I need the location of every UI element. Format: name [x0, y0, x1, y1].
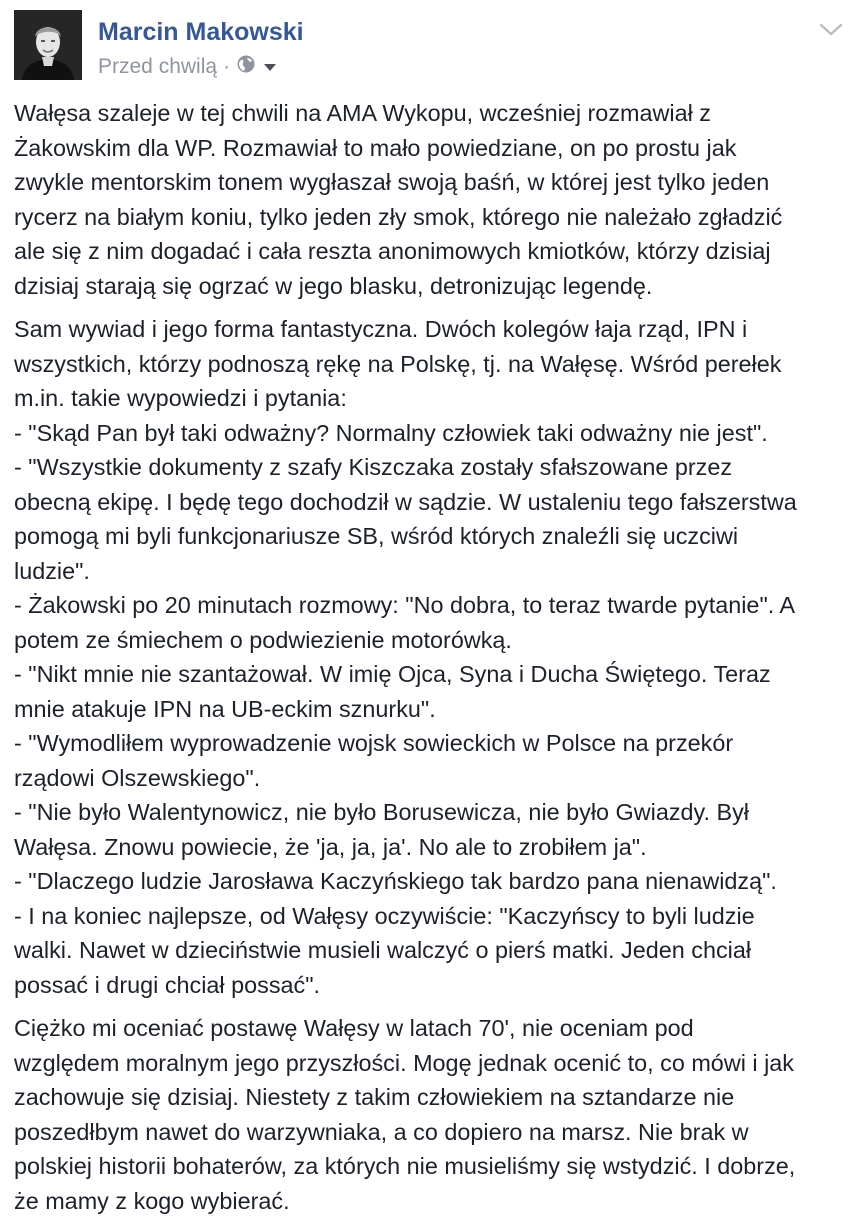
text-line: - "Skąd Pan był taki odważny? Normalny człowiek taki odważny nie jest".: [14, 416, 846, 451]
text-line: - "Nikt mnie nie szantażował. W imię Ojca, Syna i Ducha Świętego. Teraz: [14, 657, 846, 692]
text-line: walki. Nawet w dzieciństwie musieli walczyć o pierś matki. Jeden chciał: [14, 933, 846, 968]
text-line: - I na koniec najlepsze, od Wałęsy oczywiście: "Kaczyńscy to byli ludzie: [14, 899, 846, 934]
text-line: Wałęsa. Znowu powiecie, że 'ja, ja, ja'. No ale to zrobiłem ja".: [14, 830, 846, 865]
text-line: obecną ekipę. I będę tego dochodził w sądzie. W ustaleniu tego fałszerstwa: [14, 485, 846, 520]
text-line: zwykle mentorskim tonem wygłaszał swoją baśń, w której jest tylko jeden: [14, 165, 846, 200]
text-line: Ciężko mi oceniać postawę Wałęsy w latach 70', nie oceniam pod: [14, 1011, 846, 1046]
post-paragraph: [14, 312, 846, 1002]
text-line: zachowuje się dzisiaj. Niestety z takim człowiekiem na sztandarze nie: [14, 1080, 846, 1115]
text-line: rycerz na białym koniu, tylko jeden zły smok, którego nie należało zgładzić: [14, 200, 846, 235]
text-line: względem moralnym jego przyszłości. Mogę jednak ocenić to, co mówi i jak: [14, 1046, 846, 1081]
post-meta: [98, 54, 278, 80]
post-timestamp[interactable]: Przed chwilą: [98, 55, 217, 79]
text-line: possać i drugi chciał possać".: [14, 968, 846, 1003]
text-line: polskiej historii bohaterów, za których nie musieliśmy się wstydzić. I dobrze,: [14, 1149, 846, 1184]
post-paragraph: [14, 96, 846, 303]
avatar[interactable]: [14, 10, 82, 80]
text-line: - "Wszystkie dokumenty z szafy Kiszczaka zostały sfałszowane przez: [14, 450, 846, 485]
author-name[interactable]: Marcin Makowski: [98, 18, 304, 47]
text-line: Żakowskim dla WP. Rozmawiał to mało powiedziane, on po prostu jak: [14, 131, 846, 166]
text-line: - "Wymodliłem wyprowadzenie wojsk sowieckich w Polsce na przekór: [14, 726, 846, 761]
text-line: wszystkich, którzy podnoszą rękę na Polskę, tj. na Wałęsę. Wśród perełek: [14, 347, 846, 382]
post-paragraph: [14, 1011, 846, 1218]
caret-down-icon[interactable]: [262, 55, 278, 79]
text-line: m.in. takie wypowiedzi i pytania:: [14, 381, 846, 416]
text-line: - "Nie było Walentynowicz, nie było Borusewicza, nie było Gwiazdy. Był: [14, 795, 846, 830]
globe-icon: [236, 54, 256, 80]
meta-separator: ·: [223, 55, 230, 79]
text-line: potem ze śmiechem o podwiezienie motorówką.: [14, 623, 846, 658]
text-line: Sam wywiad i jego forma fantastyczna. Dwóch kolegów łaja rząd, IPN i: [14, 312, 846, 347]
text-line: dzisiaj starają się ogrzać w jego blasku, detronizując legendę.: [14, 269, 846, 304]
text-line: że mamy z kogo wybierać.: [14, 1184, 846, 1218]
post-header: [14, 10, 844, 80]
text-line: Wałęsa szaleje w tej chwili na AMA Wykopu, wcześniej rozmawiał z: [14, 96, 846, 131]
post-body: [14, 96, 846, 1218]
text-line: - Żakowski po 20 minutach rozmowy: "No dobra, to teraz twarde pytanie". A: [14, 588, 846, 623]
text-line: rządowi Olszewskiego".: [14, 761, 846, 796]
text-line: - "Dlaczego ludzie Jarosława Kaczyńskiego tak bardzo pana nienawidzą".: [14, 864, 846, 899]
text-line: pomogą mi byli funkcjonariusze SB, wśród których znaleźli się uczciwi: [14, 519, 846, 554]
text-line: poszedłbym nawet do warzywniaka, a co dopiero na marsz. Nie brak w: [14, 1115, 846, 1150]
text-line: mnie atakuje IPN na UB-eckim sznurku".: [14, 692, 846, 727]
chevron-down-icon[interactable]: [818, 20, 844, 40]
text-line: ale się z nim dogadać i cała reszta anonimowych kmiotków, którzy dzisiaj: [14, 234, 846, 269]
text-line: ludzie".: [14, 554, 846, 589]
